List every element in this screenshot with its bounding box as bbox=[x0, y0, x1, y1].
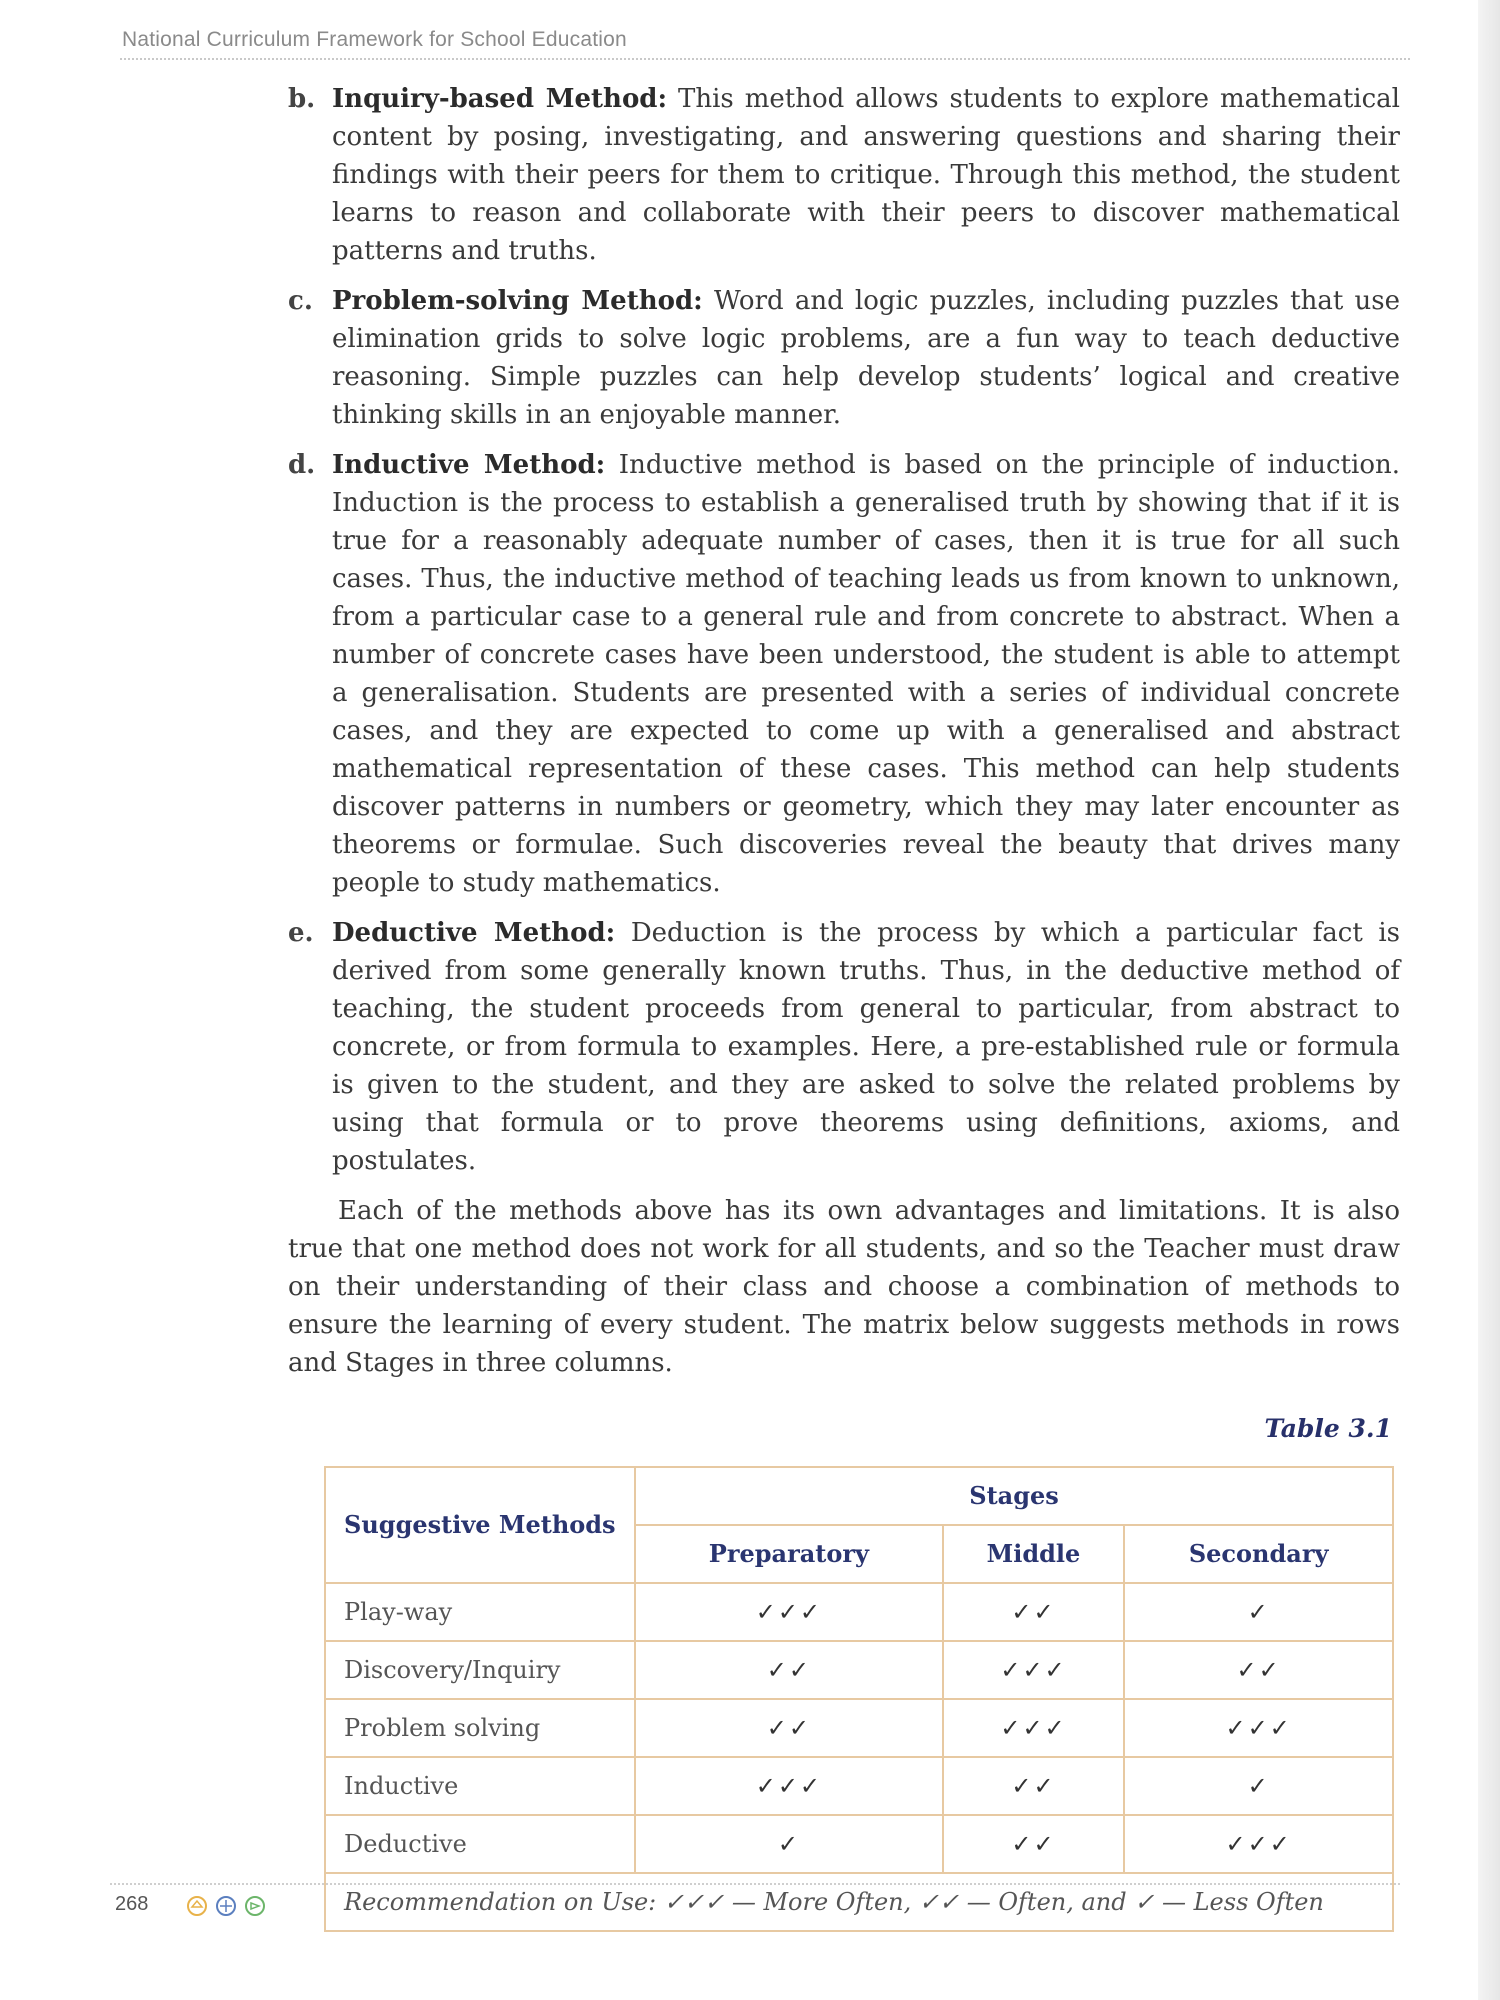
recommendation-note: Recommendation on Use: ✓✓✓ — More Often, ✓✓ — Often, and ✓ — Less Often bbox=[325, 1873, 1393, 1931]
footer-divider bbox=[110, 1883, 1400, 1885]
mark-cell: ✓✓ bbox=[635, 1699, 943, 1757]
table-footer-row bbox=[325, 1873, 1393, 1931]
table-header-row bbox=[325, 1467, 1393, 1525]
item-text: Inductive method is based on the principle of induction. Induction is the process to establish a generalised truth by showing that if it is true for a reasonably adequate number of cases, then it is true for all such cases. Thus, the inductive method of teaching leads us from known to unknown, from a particular case to a general rule and from concrete to abstract. When a number of concrete cases have been understood, the student is able to attempt a generalisation. Students are presented with a series of individual concrete cases, and they are expected to come up with a generalised and abstract mathematical representation of these cases. This method can help students discover patterns in numbers or geometry, which they may later encounter as theorems or formulae. Such discoveries reveal the beauty that drives many people to study mathematics. bbox=[332, 450, 1400, 898]
item-marker: c. bbox=[288, 286, 313, 316]
table-row bbox=[325, 1583, 1393, 1641]
mark-cell: ✓✓✓ bbox=[943, 1699, 1124, 1757]
table-row bbox=[325, 1757, 1393, 1815]
footer-logo-group bbox=[186, 1895, 268, 1921]
item-term: Problem-solving Method: bbox=[332, 286, 703, 316]
mark-cell: ✓✓ bbox=[635, 1641, 943, 1699]
mark-cell: ✓✓ bbox=[943, 1815, 1124, 1873]
stage-middle-header: Middle bbox=[943, 1525, 1124, 1583]
mark-cell: ✓ bbox=[1124, 1757, 1393, 1815]
mark-cell: ✓✓ bbox=[943, 1757, 1124, 1815]
method-cell: Play-way bbox=[325, 1583, 635, 1641]
mark-cell: ✓✓ bbox=[943, 1583, 1124, 1641]
green-logo-icon bbox=[244, 1895, 266, 1917]
page-number: 268 bbox=[115, 1893, 149, 1915]
method-cell: Deductive bbox=[325, 1815, 635, 1873]
methods-stages-table bbox=[324, 1466, 1394, 1932]
item-marker: d. bbox=[288, 450, 316, 480]
mark-cell: ✓✓ bbox=[1124, 1641, 1393, 1699]
method-item-inquiry bbox=[288, 80, 1400, 270]
blue-logo-icon bbox=[215, 1895, 237, 1917]
page-content bbox=[288, 80, 1400, 1932]
running-header: National Curriculum Framework for School Education bbox=[122, 28, 627, 51]
item-text: Deduction is the process by which a particular fact is derived from some generally known truths. Thus, in the deductive method of teaching, the student proceeds from general to particular, from abstract to concrete, or from formula to examples. Here, a pre-established rule or formula is given to the student, and they are asked to solve the related problems by using that formula or to prove theorems using definitions, axioms, and postulates. bbox=[332, 918, 1400, 1176]
table-row bbox=[325, 1815, 1393, 1873]
stage-secondary-header: Secondary bbox=[1124, 1525, 1393, 1583]
orange-logo-icon bbox=[186, 1895, 208, 1917]
mark-cell: ✓ bbox=[1124, 1583, 1393, 1641]
mark-cell: ✓✓✓ bbox=[943, 1641, 1124, 1699]
mark-cell: ✓✓✓ bbox=[635, 1583, 943, 1641]
table-caption: Table 3.1 bbox=[1264, 1414, 1392, 1443]
item-marker: b. bbox=[288, 84, 316, 114]
stage-preparatory-header: Preparatory bbox=[635, 1525, 943, 1583]
mark-cell: ✓ bbox=[635, 1815, 943, 1873]
mark-cell: ✓✓✓ bbox=[1124, 1699, 1393, 1757]
methods-header: Suggestive Methods bbox=[325, 1467, 635, 1583]
method-item-problem-solving bbox=[288, 282, 1400, 434]
stages-header: Stages bbox=[635, 1467, 1393, 1525]
method-cell: Inductive bbox=[325, 1757, 635, 1815]
item-term: Inductive Method: bbox=[332, 450, 606, 480]
header-divider bbox=[120, 58, 1410, 60]
table-row bbox=[325, 1699, 1393, 1757]
table-row bbox=[325, 1641, 1393, 1699]
page-edge bbox=[1478, 0, 1500, 2000]
summary-paragraph: Each of the methods above has its own advantages and limitations. It is also true that one method does not work for all students, and so the Teacher must draw on their understanding of their class and choose a combination of methods to ensure the learning of every student. The matrix below suggests methods in rows and Stages in three columns. bbox=[288, 1196, 1400, 1378]
mark-cell: ✓✓✓ bbox=[635, 1757, 943, 1815]
method-item-inductive bbox=[288, 446, 1400, 902]
mark-cell: ✓✓✓ bbox=[1124, 1815, 1393, 1873]
method-cell: Problem solving bbox=[325, 1699, 635, 1757]
item-text: Word and logic puzzles, including puzzles that use elimination grids to solve logic problems, are a fun way to teach deductive reasoning. Simple puzzles can help develop students’ logical and creative thinking skills in an enjoyable manner. bbox=[332, 286, 1400, 430]
method-cell: Discovery/Inquiry bbox=[325, 1641, 635, 1699]
item-marker: e. bbox=[288, 918, 314, 948]
item-term: Inquiry-based Method: bbox=[332, 84, 668, 114]
item-term: Deductive Method: bbox=[332, 918, 616, 948]
method-item-deductive bbox=[288, 914, 1400, 1180]
item-text: This method allows students to explore mathematical content by posing, investigating, and answering questions and sharing their findings with their peers for them to critique. Through this method, the student learns to reason and collaborate with their peers to discover mathematical patterns and truths. bbox=[332, 84, 1400, 266]
